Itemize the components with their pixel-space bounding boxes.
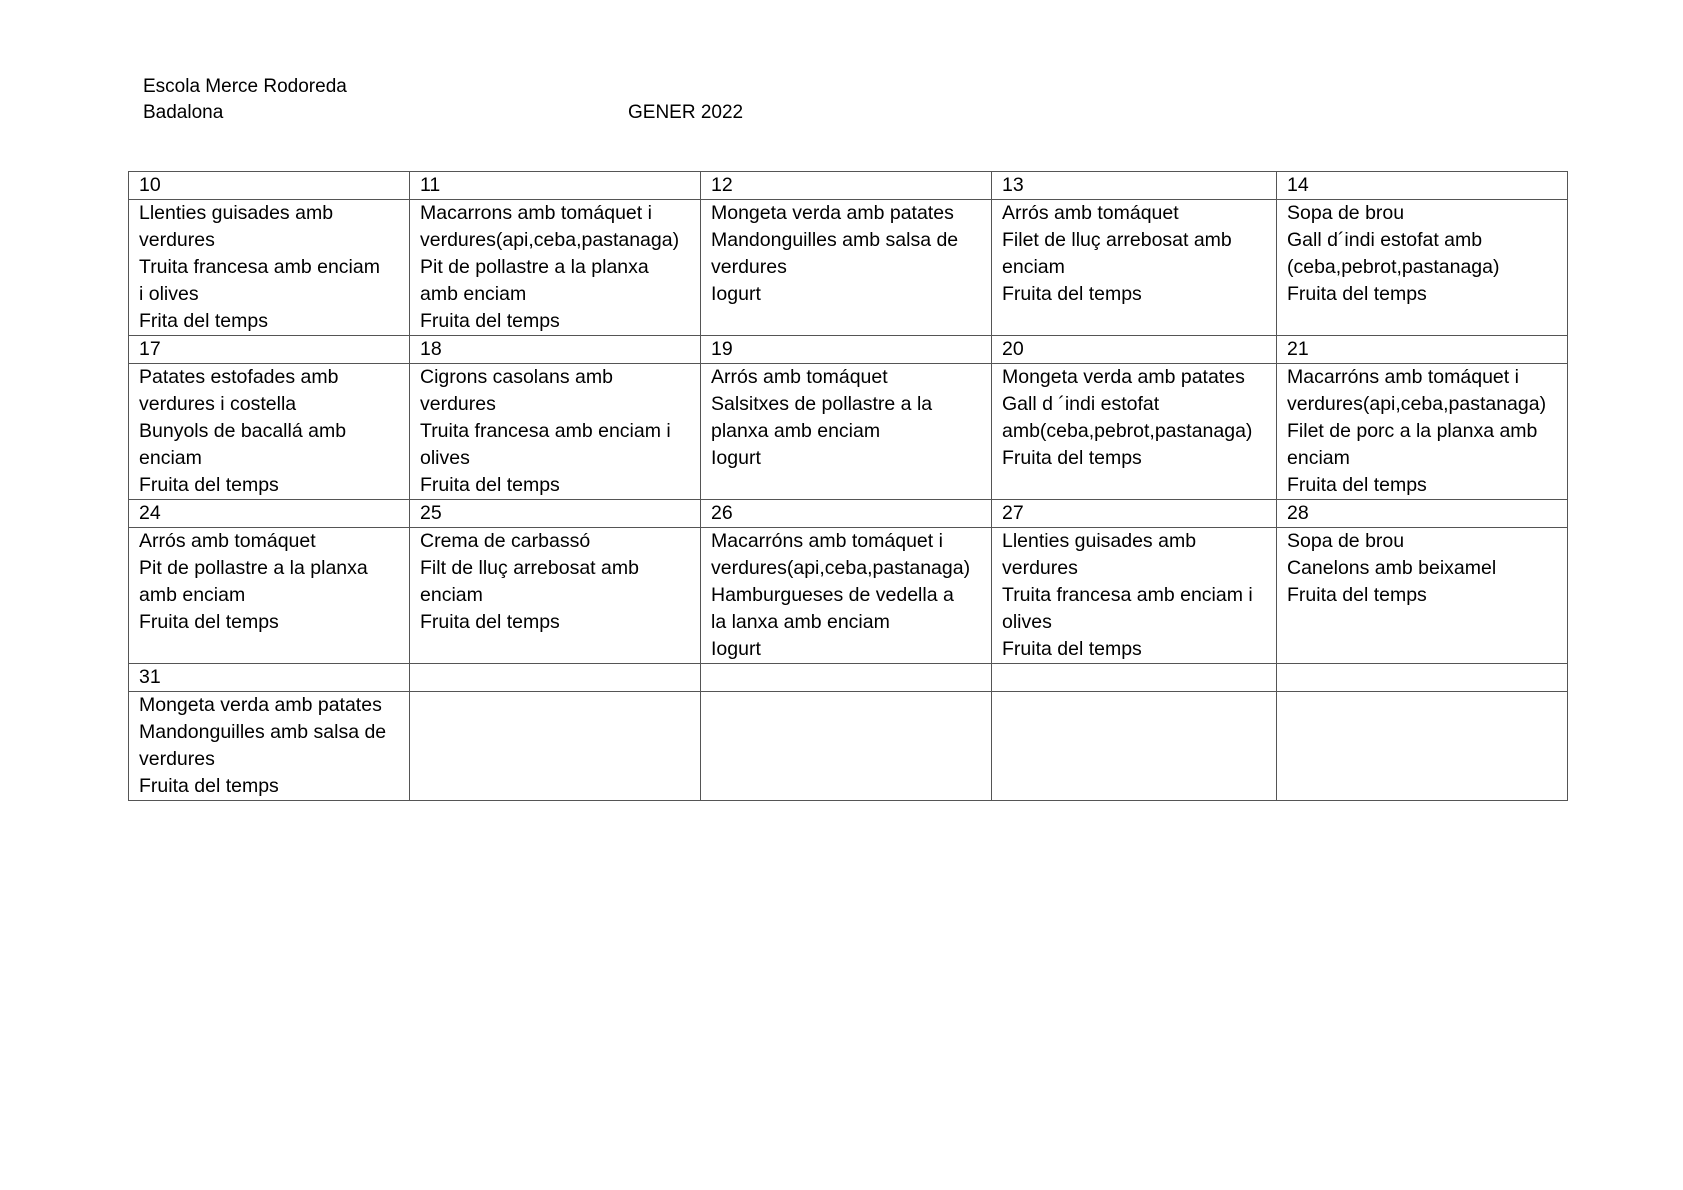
day-date [701, 664, 992, 692]
day-menu [1277, 692, 1568, 801]
day-date: 28 [1277, 500, 1568, 528]
day-date: 17 [129, 336, 410, 364]
week-1-dates [129, 172, 1568, 200]
week-4-menus [129, 692, 1568, 801]
week-3-dates [129, 500, 1568, 528]
day-menu: Sopa de brou Canelons amb beixamel Fruita del temps [1277, 528, 1568, 664]
day-menu: Llenties guisades amb verdures Truita francesa amb enciam i olives Frita del temps [129, 200, 410, 336]
day-menu: Patates estofades amb verdures i costella Bunyols de bacallá amb enciam Fruita del temps [129, 364, 410, 500]
day-menu: Mongeta verda amb patates Gall d ´indi estofat amb(ceba,pebrot,pastanaga) Fruita del temps [992, 364, 1277, 500]
day-date: 21 [1277, 336, 1568, 364]
day-menu: Arrós amb tomáquet Salsitxes de pollastre a la planxa amb enciam Iogurt [701, 364, 992, 500]
school-header [143, 74, 347, 126]
week-3-menus [129, 528, 1568, 664]
day-date: 19 [701, 336, 992, 364]
day-menu: Cigrons casolans amb verdures Truita francesa amb enciam i olives Fruita del temps [410, 364, 701, 500]
day-date: 13 [992, 172, 1277, 200]
day-date: 25 [410, 500, 701, 528]
day-menu [701, 692, 992, 801]
day-date: 10 [129, 172, 410, 200]
week-4-dates [129, 664, 1568, 692]
day-menu: Macarrons amb tomáquet i verdures(api,ceba,pastanaga) Pit de pollastre a la planxa amb enciam Fruita del temps [410, 200, 701, 336]
day-menu: Crema de carbassó Filt de lluç arrebosat amb enciam Fruita del temps [410, 528, 701, 664]
day-menu [992, 692, 1277, 801]
day-date: 26 [701, 500, 992, 528]
menu-calendar-table [128, 171, 1568, 801]
week-2-dates [129, 336, 1568, 364]
day-date: 12 [701, 172, 992, 200]
month-title: GENER 2022 [628, 102, 744, 123]
day-menu: Arrós amb tomáquet Filet de lluç arrebosat amb enciam Fruita del temps [992, 200, 1277, 336]
day-menu: Sopa de brou Gall d´indi estofat amb (ceba,pebrot,pastanaga) Fruita del temps [1277, 200, 1568, 336]
day-menu: Arrós amb tomáquet Pit de pollastre a la planxa amb enciam Fruita del temps [129, 528, 410, 664]
day-menu: Macarróns amb tomáquet i verdures(api,ceba,pastanaga) Filet de porc a la planxa amb enciam Fruita del temps [1277, 364, 1568, 500]
day-date: 14 [1277, 172, 1568, 200]
day-menu: Llenties guisades amb verdures Truita francesa amb enciam i olives Fruita del temps [992, 528, 1277, 664]
day-date [1277, 664, 1568, 692]
day-date [410, 664, 701, 692]
day-date: 31 [129, 664, 410, 692]
day-date: 18 [410, 336, 701, 364]
day-menu [410, 692, 701, 801]
day-date: 24 [129, 500, 410, 528]
day-date: 11 [410, 172, 701, 200]
day-menu: Macarróns amb tomáquet i verdures(api,ceba,pastanaga) Hamburgueses de vedella a la lanxa amb enciam Iogurt [701, 528, 992, 664]
day-menu: Mongeta verda amb patates Mandonguilles amb salsa de verdures Iogurt [701, 200, 992, 336]
week-2-menus [129, 364, 1568, 500]
week-1-menus [129, 200, 1568, 336]
school-city: Badalona [143, 102, 224, 123]
day-date: 20 [992, 336, 1277, 364]
day-date [992, 664, 1277, 692]
day-date: 27 [992, 500, 1277, 528]
day-menu: Mongeta verda amb patates Mandonguilles amb salsa de verdures Fruita del temps [129, 692, 410, 801]
school-name: Escola Merce Rodoreda [143, 76, 347, 97]
